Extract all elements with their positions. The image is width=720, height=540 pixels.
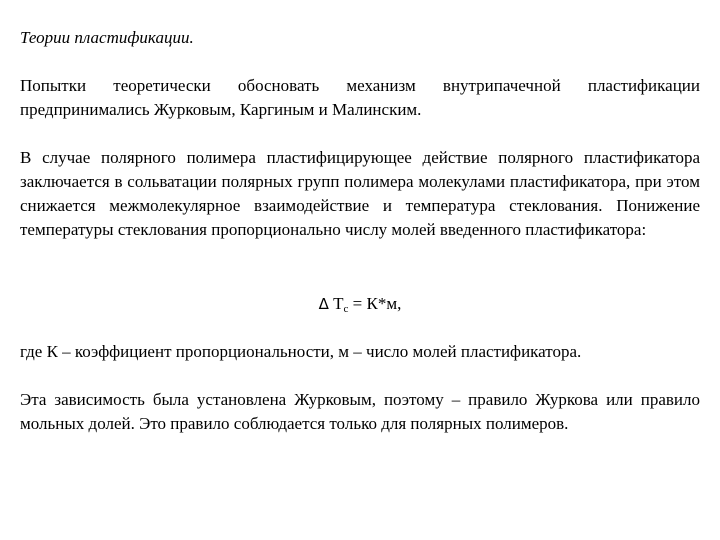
section-heading: Теории пластификации. [20, 28, 194, 47]
definition-paragraph: где К – коэффициент пропорциональности, м – число молей пластификатора. [20, 342, 582, 361]
polar-polymer-paragraph: В случае полярного полимера пластифицирующее действие полярного пластификатора заключается в сольватации полярных групп полимера молекулами пластификатора, при этом снижается межмолекулярное взаимодействие и температура стеклования. Понижение температуры стеклования пропорционально числу молей введенного пластификатора: [20, 148, 700, 239]
formula [0, 292, 720, 316]
formula-subscript: с [343, 303, 349, 315]
formula-delta: Δ [318, 295, 329, 313]
zhurkov-rule-paragraph: Эта зависимость была установлена Журковым, поэтому – правило Журкова или правило мольных долей. Это правило соблюдается только для полярных полимеров. [20, 390, 700, 433]
formula-symbol: Т [333, 294, 344, 313]
intro-paragraph: Попытки теоретически обосновать механизм внутрипачечной пластификации предпринимались Журковым, Каргиным и Малинским. [20, 76, 700, 119]
formula-rhs: = К*м, [348, 294, 402, 313]
